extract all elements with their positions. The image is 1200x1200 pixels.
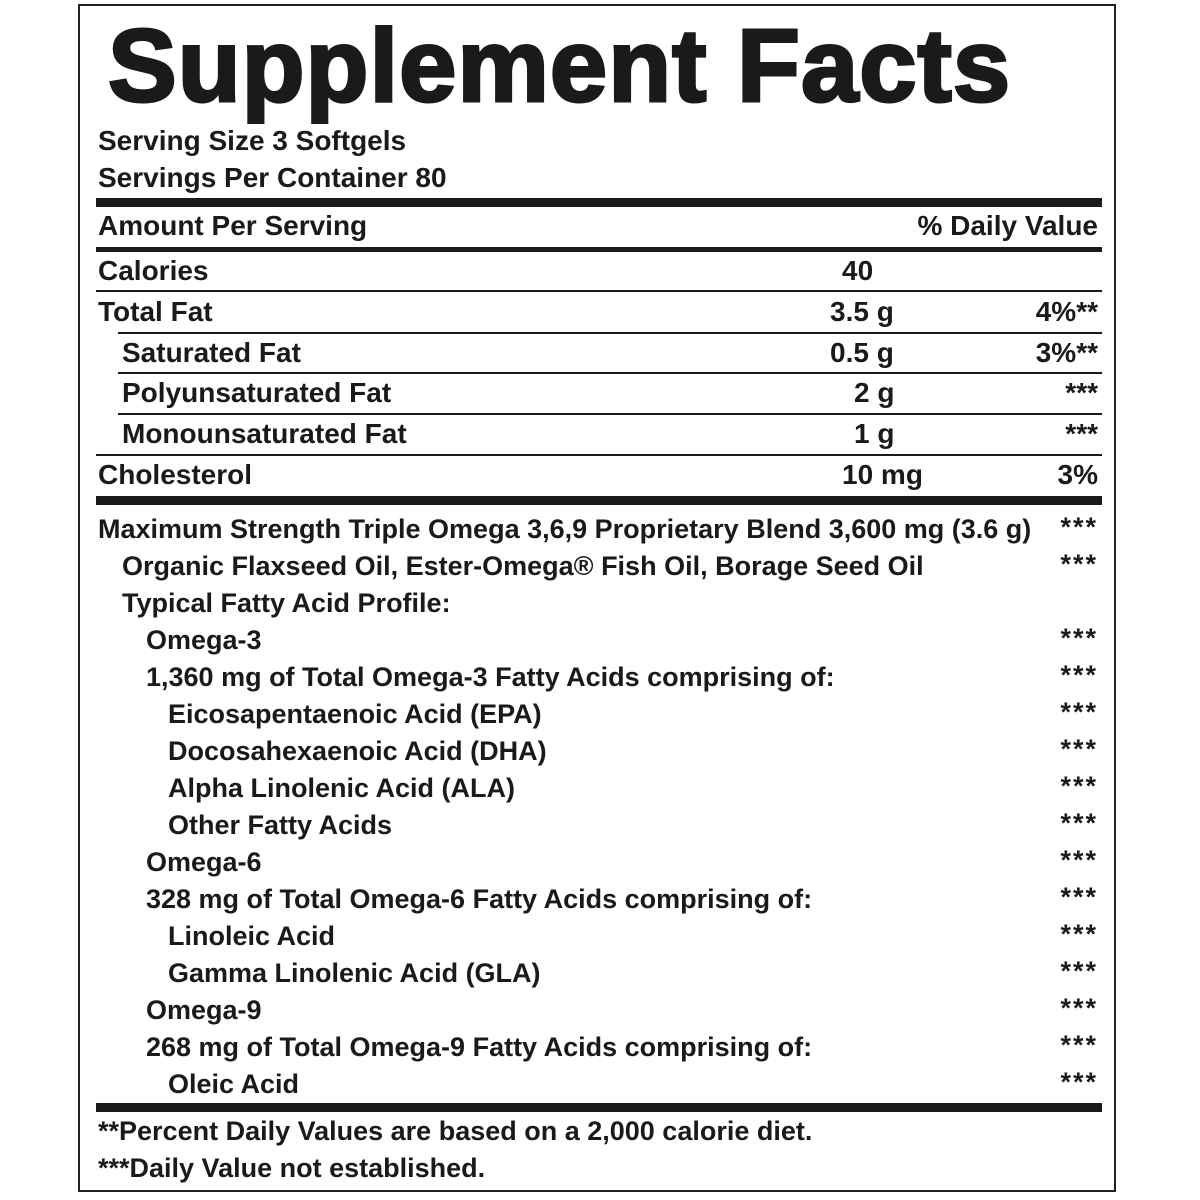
blend-dv: *** [1060,1067,1098,1097]
divider-thick [96,496,1102,505]
blend-row [96,919,1102,956]
blend-dv: *** [1060,882,1098,912]
blend-label: 1,360 mg of Total Omega-3 Fatty Acids comprising of: [146,662,835,692]
nutrient-name: Saturated Fat [122,337,301,368]
blend-row [96,586,1102,623]
blend-row [96,845,1102,882]
nutrient-row [96,415,1102,453]
daily-value-label: % Daily Value [917,210,1098,241]
serving-size: Serving Size 3 Softgels [98,125,407,156]
blend-dv: *** [1060,734,1098,764]
blend-row [96,808,1102,845]
blend-label: Gamma Linolenic Acid (GLA) [168,958,541,988]
blend-row [96,549,1102,586]
blend-label: Organic Flaxseed Oil, Ester-Omega® Fish Oil, Borage Seed Oil [122,551,924,581]
blend-label: Linoleic Acid [168,921,336,951]
blend-row [96,1030,1102,1067]
divider-thick [96,1103,1102,1112]
blend-dv: *** [1060,919,1098,949]
blend-dv: *** [1060,808,1098,838]
footnote-not-established: ***Daily Value not established. [98,1153,486,1183]
nutrient-name: Cholesterol [98,459,253,490]
blend-label: Omega-6 [146,847,262,877]
blend-row [96,956,1102,993]
amount-per-serving-label: Amount Per Serving [98,210,368,241]
nutrient-name: Calories [98,255,209,286]
row-divider [96,290,1102,292]
blend-label: 268 mg of Total Omega-9 Fatty Acids comprising of: [146,1032,813,1062]
servings-per-container: Servings Per Container 80 [98,162,447,193]
blend-dv: *** [1060,956,1098,986]
blend-row [96,993,1102,1030]
nutrient-row [96,293,1102,331]
blend-label: Maximum Strength Triple Omega 3,6,9 Proprietary Blend 3,600 mg (3.6 g) [98,514,1032,544]
blend-label: 328 mg of Total Omega-6 Fatty Acids comprising of: [146,884,813,914]
panel-title: Supplement Facts [108,8,1012,123]
blend-dv: *** [1060,660,1098,690]
blend-row [96,623,1102,660]
blend-dv: *** [1060,845,1098,875]
blend-row [96,660,1102,697]
blend-label: Typical Fatty Acid Profile: [122,588,451,618]
nutrient-amount: 10 mg [842,459,923,490]
nutrient-name: Polyunsaturated Fat [122,377,392,408]
blend-dv: *** [1060,1030,1098,1060]
blend-dv: *** [1060,771,1098,801]
blend-dv: *** [1060,623,1098,653]
nutrient-name: Monounsaturated Fat [122,418,407,449]
blend-row [96,697,1102,734]
nutrient-row [96,374,1102,412]
nutrient-row [96,334,1102,372]
blend-row [96,512,1102,549]
blend-dv: *** [1060,549,1098,579]
blend-dv: *** [1060,512,1098,542]
blend-label: Other Fatty Acids [168,810,393,840]
nutrient-amount: 3.5 g [830,296,894,327]
footnote-daily-values: **Percent Daily Values are based on a 2,000 calorie diet. [98,1116,813,1146]
blend-row [96,1067,1102,1104]
nutrient-amount: 40 [842,255,874,286]
blend-label: Oleic Acid [168,1069,300,1099]
blend-row [96,734,1102,771]
supplement-facts-panel [78,4,1116,1192]
nutrient-amount: 2 g [854,377,895,408]
nutrient-row [96,252,1102,290]
nutrient-dv: 4%** [1035,296,1098,327]
blend-label: Eicosapentaenoic Acid (EPA) [168,699,542,729]
blend-dv: *** [1060,993,1098,1023]
amount-header [96,207,1102,245]
nutrient-row [96,456,1102,494]
blend-dv: *** [1060,697,1098,727]
blend-label: Omega-9 [146,995,262,1025]
blend-label: Omega-3 [146,625,262,655]
divider-thick [96,198,1102,207]
blend-label: Alpha Linolenic Acid (ALA) [168,773,515,803]
nutrient-dv: 3% [1057,459,1098,490]
nutrient-dv: 3%** [1035,337,1098,368]
blend-row [96,882,1102,919]
blend-row [96,771,1102,808]
nutrient-dv: *** [1065,377,1098,408]
nutrient-dv: *** [1065,418,1098,449]
nutrient-amount: 1 g [854,418,895,449]
blend-label: Docosahexaenoic Acid (DHA) [168,736,547,766]
nutrient-amount: 0.5 g [830,337,894,368]
nutrient-name: Total Fat [98,296,213,327]
